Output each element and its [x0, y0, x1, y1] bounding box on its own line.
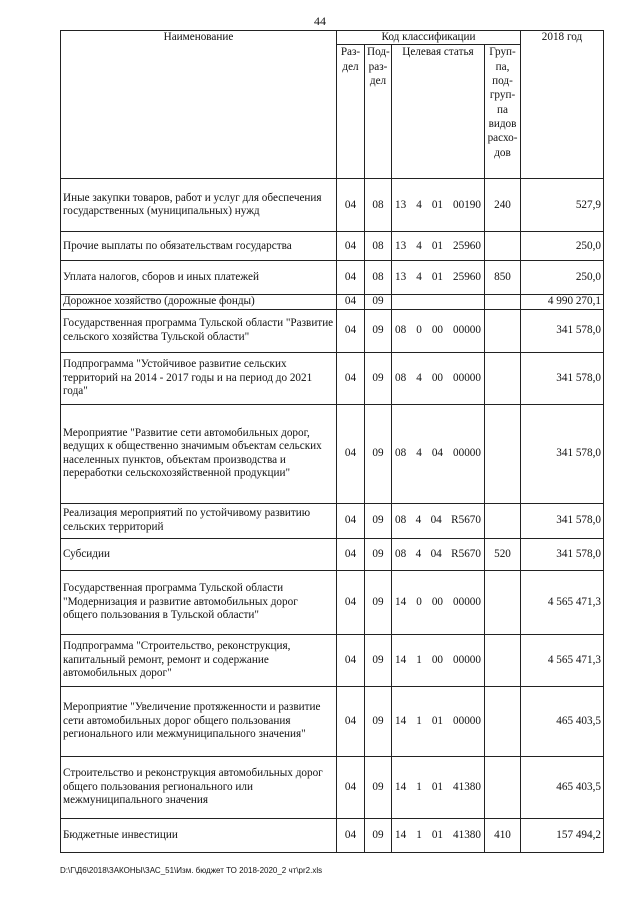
row-section: 04: [337, 538, 365, 570]
target-item-part: 00: [431, 595, 443, 608]
header-year: 2018 год: [521, 31, 604, 179]
target-item-part: 1: [416, 714, 422, 727]
target-item-part: 14: [395, 714, 407, 727]
row-section: 04: [337, 261, 365, 295]
budget-table: [60, 30, 604, 853]
target-item-part: 00: [431, 653, 443, 666]
target-item-part: 01: [431, 714, 443, 727]
row-name: Иные закупки товаров, работ и услуг для обеспечения государственных (муниципальных) нужд: [61, 179, 337, 232]
target-item-part: R5670: [451, 547, 481, 560]
row-expense-group: [485, 232, 521, 261]
row-name: Государственная программа Тульской области "Модернизация и развитие автомобильных дорог общего пользования в Тульской области": [61, 570, 337, 634]
row-amount: 341 578,0: [521, 538, 604, 570]
table-row: [61, 686, 604, 756]
target-item-parts: [394, 548, 482, 561]
row-target-item: [392, 404, 485, 503]
row-amount: 4 565 471,3: [521, 570, 604, 634]
target-item-part: 25960: [453, 239, 481, 252]
row-amount: 4 565 471,3: [521, 634, 604, 686]
row-target-item: [392, 818, 485, 852]
row-amount: 465 403,5: [521, 756, 604, 818]
header-section: Раз-дел: [337, 45, 365, 179]
row-subsection: 09: [365, 295, 392, 309]
table-body: [61, 179, 604, 852]
row-name: Субсидии: [61, 538, 337, 570]
target-item-parts: [394, 199, 482, 212]
target-item-part: 00: [431, 324, 443, 337]
target-item-part: 08: [395, 371, 407, 384]
target-item-part: 00: [431, 371, 443, 384]
row-name: Подпрограмма "Строительство, реконструкция, капитальный ремонт, ремонт и содержание автомобильных дорог": [61, 634, 337, 686]
table-row: [61, 538, 604, 570]
table-row: [61, 570, 604, 634]
target-item-part: 4: [416, 271, 422, 284]
table-row: [61, 404, 604, 503]
target-item-part: 4: [416, 239, 422, 252]
row-amount: 527,9: [521, 179, 604, 232]
row-expense-group: [485, 570, 521, 634]
row-amount: 341 578,0: [521, 503, 604, 538]
row-section: 04: [337, 295, 365, 309]
row-expense-group: [485, 634, 521, 686]
row-section: 04: [337, 818, 365, 852]
target-item-parts: [394, 447, 482, 460]
table-row: [61, 309, 604, 352]
target-item-part: 14: [395, 780, 407, 793]
row-subsection: 08: [365, 232, 392, 261]
row-subsection: 09: [365, 352, 392, 404]
row-expense-group: 520: [485, 538, 521, 570]
table-row: [61, 179, 604, 232]
target-item-part: 1: [416, 780, 422, 793]
target-item-part: 0: [416, 324, 422, 337]
row-expense-group: [485, 404, 521, 503]
row-name: Бюджетные инвестиции: [61, 818, 337, 852]
target-item-part: 0: [416, 595, 422, 608]
row-expense-group: 850: [485, 261, 521, 295]
target-item-part: 13: [395, 271, 407, 284]
target-item-part: 04: [430, 514, 442, 527]
row-expense-group: [485, 352, 521, 404]
target-item-part: 4: [415, 514, 422, 527]
target-item-parts: [394, 514, 482, 527]
target-item-parts: [394, 781, 482, 794]
row-target-item: [392, 570, 485, 634]
row-name: Уплата налогов, сборов и иных платежей: [61, 261, 337, 295]
row-section: 04: [337, 232, 365, 261]
row-name: Дорожное хозяйство (дорожные фонды): [61, 295, 337, 309]
target-item-part: 04: [430, 547, 442, 560]
row-section: 04: [337, 686, 365, 756]
row-amount: 465 403,5: [521, 686, 604, 756]
target-item-part: 01: [431, 780, 443, 793]
row-section: 04: [337, 756, 365, 818]
target-item-part: 00000: [453, 714, 481, 727]
table-row: [61, 756, 604, 818]
row-target-item: [392, 538, 485, 570]
target-item-part: 01: [431, 198, 443, 211]
target-item-parts: [394, 596, 482, 609]
row-amount: 157 494,2: [521, 818, 604, 852]
row-name: Мероприятие "Развитие сети автомобильных дорог, ведущих к общественно значимым объектам сельских населенных пунктов, объектам производства и переработки сельскохозяйственной продукции": [61, 404, 337, 503]
target-item-parts: [394, 324, 482, 337]
row-target-item: [392, 309, 485, 352]
row-target-item: [392, 634, 485, 686]
target-item-part: R5670: [451, 514, 481, 527]
target-item-part: 01: [431, 239, 443, 252]
target-item-part: 01: [431, 271, 443, 284]
target-item-part: 14: [395, 595, 407, 608]
row-name: Мероприятие "Увеличение протяженности и развитие сети автомобильных дорог общего пользования регионального или межмуниципального значения": [61, 686, 337, 756]
target-item-part: 04: [431, 447, 443, 460]
target-item-part: 08: [395, 324, 407, 337]
row-name: Прочие выплаты по обязательствам государства: [61, 232, 337, 261]
header-subsection: Под-раз-дел: [365, 45, 392, 179]
target-item-part: 4: [415, 547, 422, 560]
target-item-part: 08: [395, 514, 407, 527]
row-subsection: 09: [365, 686, 392, 756]
table-row: [61, 634, 604, 686]
row-amount: 341 578,0: [521, 352, 604, 404]
row-amount: 4 990 270,1: [521, 295, 604, 309]
row-expense-group: 240: [485, 179, 521, 232]
target-item-parts: [394, 372, 482, 385]
target-item-part: 4: [416, 198, 422, 211]
row-section: 04: [337, 503, 365, 538]
row-section: 04: [337, 404, 365, 503]
row-subsection: 08: [365, 179, 392, 232]
row-target-item: [392, 261, 485, 295]
row-subsection: 08: [365, 261, 392, 295]
row-subsection: 09: [365, 503, 392, 538]
target-item-parts: [394, 654, 482, 667]
row-subsection: 09: [365, 404, 392, 503]
target-item-part: 08: [395, 447, 407, 460]
table-row: [61, 261, 604, 295]
target-item-part: 00000: [453, 324, 481, 337]
row-expense-group: [485, 503, 521, 538]
row-target-item: [392, 756, 485, 818]
row-subsection: 09: [365, 634, 392, 686]
row-section: 04: [337, 179, 365, 232]
target-item-part: 01: [431, 828, 443, 841]
header-expense-group: Груп-па, под-груп-па видов расхо-дов: [485, 45, 521, 179]
row-name: Строительство и реконструкция автомобильных дорог общего пользования регионального или межмуниципального значения: [61, 756, 337, 818]
row-name: Государственная программа Тульской области "Развитие сельского хозяйства Тульской области": [61, 309, 337, 352]
target-item-part: 00190: [453, 198, 481, 211]
target-item-part: 41380: [453, 780, 481, 793]
row-expense-group: [485, 686, 521, 756]
target-item-part: 4: [416, 371, 422, 384]
row-amount: 341 578,0: [521, 309, 604, 352]
row-target-item: [392, 503, 485, 538]
header-code-group: Код классификации: [337, 31, 521, 45]
row-section: 04: [337, 634, 365, 686]
row-amount: 341 578,0: [521, 404, 604, 503]
file-path-footer: D:\Г\Д6\2018\ЗАКОНЫ\ЗАС_51\Изм. бюджет ТО 2018-2020_2 чт\pr2.xls: [60, 866, 323, 875]
target-item-parts: [394, 715, 482, 728]
row-target-item: [392, 352, 485, 404]
table-row: [61, 503, 604, 538]
page-number: 44: [314, 14, 326, 28]
row-amount: 250,0: [521, 232, 604, 261]
row-subsection: 09: [365, 309, 392, 352]
row-target-item: [392, 179, 485, 232]
target-item-part: 14: [395, 828, 407, 841]
row-target-item: [392, 295, 485, 309]
row-name: Подпрограмма "Устойчивое развитие сельских территорий на 2014 - 2017 годы и на период до 2021 года": [61, 352, 337, 404]
target-item-part: 08: [395, 547, 407, 560]
target-item-parts: [394, 271, 482, 284]
table-row: [61, 818, 604, 852]
header-target-item: Целевая статья: [392, 45, 485, 179]
target-item-part: 00000: [453, 595, 481, 608]
target-item-part: 13: [395, 239, 407, 252]
target-item-parts: [394, 829, 482, 842]
row-expense-group: [485, 756, 521, 818]
target-item-part: 14: [395, 653, 407, 666]
row-expense-group: 410: [485, 818, 521, 852]
row-subsection: 09: [365, 538, 392, 570]
row-subsection: 09: [365, 756, 392, 818]
target-item-part: 13: [395, 198, 407, 211]
row-amount: 250,0: [521, 261, 604, 295]
row-subsection: 09: [365, 570, 392, 634]
target-item-part: 1: [416, 828, 422, 841]
row-section: 04: [337, 570, 365, 634]
row-subsection: 09: [365, 818, 392, 852]
table-row: [61, 295, 604, 309]
table-row: [61, 352, 604, 404]
row-target-item: [392, 232, 485, 261]
header-name: Наименование: [61, 31, 337, 179]
row-expense-group: [485, 295, 521, 309]
row-section: 04: [337, 309, 365, 352]
target-item-parts: [394, 240, 482, 253]
row-target-item: [392, 686, 485, 756]
row-section: 04: [337, 352, 365, 404]
target-item-part: 00000: [453, 447, 481, 460]
target-item-part: 25960: [453, 271, 481, 284]
row-expense-group: [485, 309, 521, 352]
target-item-part: 4: [416, 447, 422, 460]
target-item-part: 00000: [453, 653, 481, 666]
target-item-part: 41380: [453, 828, 481, 841]
table-row: [61, 232, 604, 261]
target-item-part: 00000: [453, 371, 481, 384]
target-item-part: 1: [416, 653, 422, 666]
row-name: Реализация мероприятий по устойчивому развитию сельских территорий: [61, 503, 337, 538]
